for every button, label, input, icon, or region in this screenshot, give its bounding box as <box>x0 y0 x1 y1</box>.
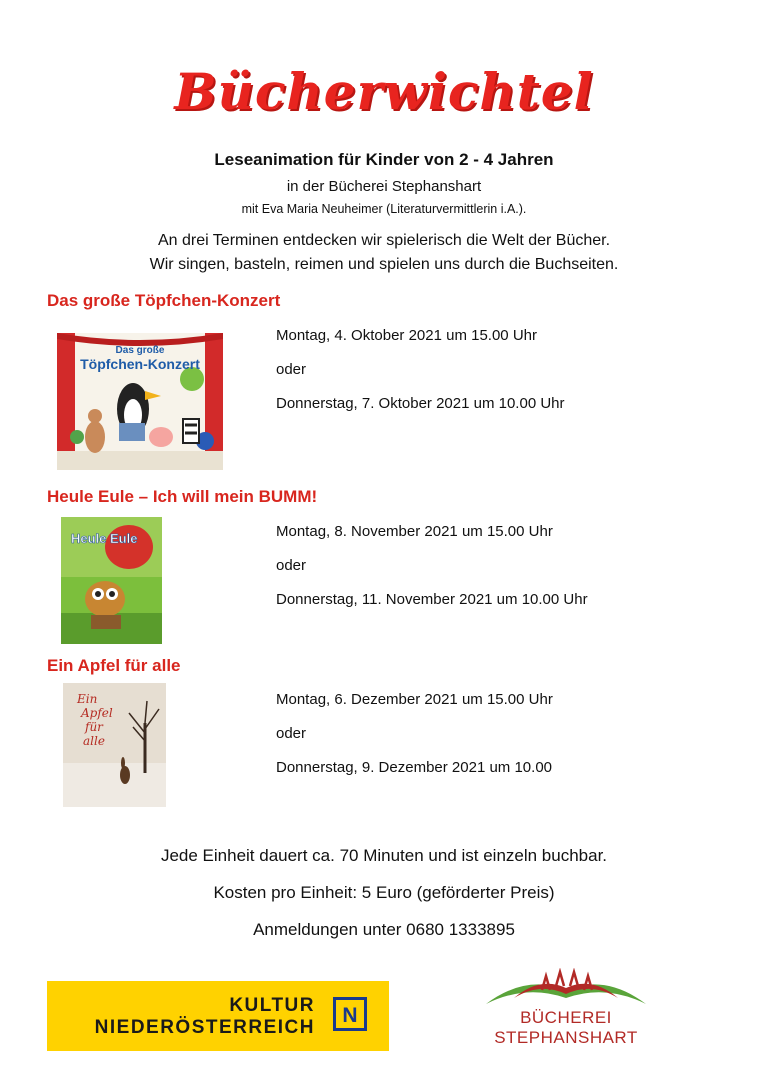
cover-title-line-2: Apfel <box>81 706 113 720</box>
open-book-icon <box>486 968 646 1008</box>
book-cover-ein-apfel-fuer-alle <box>63 683 166 807</box>
noe-mark-letter: N <box>342 1004 358 1027</box>
registration-info: Anmeldungen unter 0680 1333895 <box>253 920 515 939</box>
duration-info: Jede Einheit dauert ca. 70 Minuten und ist einzeln buchbar. <box>160 846 608 865</box>
section-title-topfchen: Das große Töpfchen-Konzert <box>47 291 281 310</box>
intro-line-1: An drei Terminen entdecken wir spielerisch die Welt der Bücher. <box>157 232 611 249</box>
section-title-heule-eule: Heule Eule – Ich will mein BUMM! <box>47 487 318 506</box>
cover-title-line-2: Töpfchen-Konzert <box>80 356 200 372</box>
cover-title-line-3: für <box>85 720 103 734</box>
host: mit Eva Maria Neuheimer (Literaturvermittlerin i.A.). <box>241 202 527 216</box>
page-title: Bücherwichtel <box>174 62 594 121</box>
kultur-niederoesterreich-logo <box>47 981 389 1051</box>
event-2-or: oder <box>276 557 307 574</box>
buecherei-stephanshart-logo <box>486 968 646 1054</box>
location: in der Bücherei Stephanshart <box>286 178 482 195</box>
section-title-apfel: Ein Apfel für alle <box>47 656 181 675</box>
cover-title-line-1: Das große <box>115 345 165 356</box>
event-1-or: oder <box>276 361 307 378</box>
cover-title-line-4: alle <box>83 734 105 748</box>
kultur-logo-line-2: NIEDERÖSTERREICH <box>94 1017 315 1038</box>
event-2-date-2: Donnerstag, 11. November 2021 um 10.00 Uhr <box>276 591 588 608</box>
library-logo-line-1: BÜCHEREI <box>520 1008 612 1027</box>
event-1-date-2: Donnerstag, 7. Oktober 2021 um 10.00 Uhr <box>276 395 565 412</box>
book-cover-topfchen-konzert <box>57 333 223 470</box>
event-3-date-1: Montag, 6. Dezember 2021 um 15.00 Uhr <box>276 691 553 708</box>
event-3-date-2: Donnerstag, 9. Dezember 2021 um 10.00 <box>276 759 552 776</box>
noe-mark-icon <box>333 997 367 1031</box>
subtitle: Leseanimation für Kinder von 2 - 4 Jahren <box>214 150 554 169</box>
library-logo-line-2: STEPHANSHART <box>494 1028 638 1047</box>
cover-title-line-1: Ein <box>77 692 98 706</box>
event-1-date-1: Montag, 4. Oktober 2021 um 15.00 Uhr <box>276 327 537 344</box>
kultur-logo-line-1: KULTUR <box>229 995 315 1016</box>
intro-line-2: Wir singen, basteln, reimen und spielen uns durch die Buchseiten. <box>149 256 619 273</box>
event-2-date-1: Montag, 8. November 2021 um 15.00 Uhr <box>276 523 553 540</box>
cost-info: Kosten pro Einheit: 5 Euro (geförderter Preis) <box>213 883 555 902</box>
cover-title: Heule Eule <box>71 531 138 546</box>
book-cover-heule-eule <box>61 517 162 644</box>
event-3-or: oder <box>276 725 307 742</box>
